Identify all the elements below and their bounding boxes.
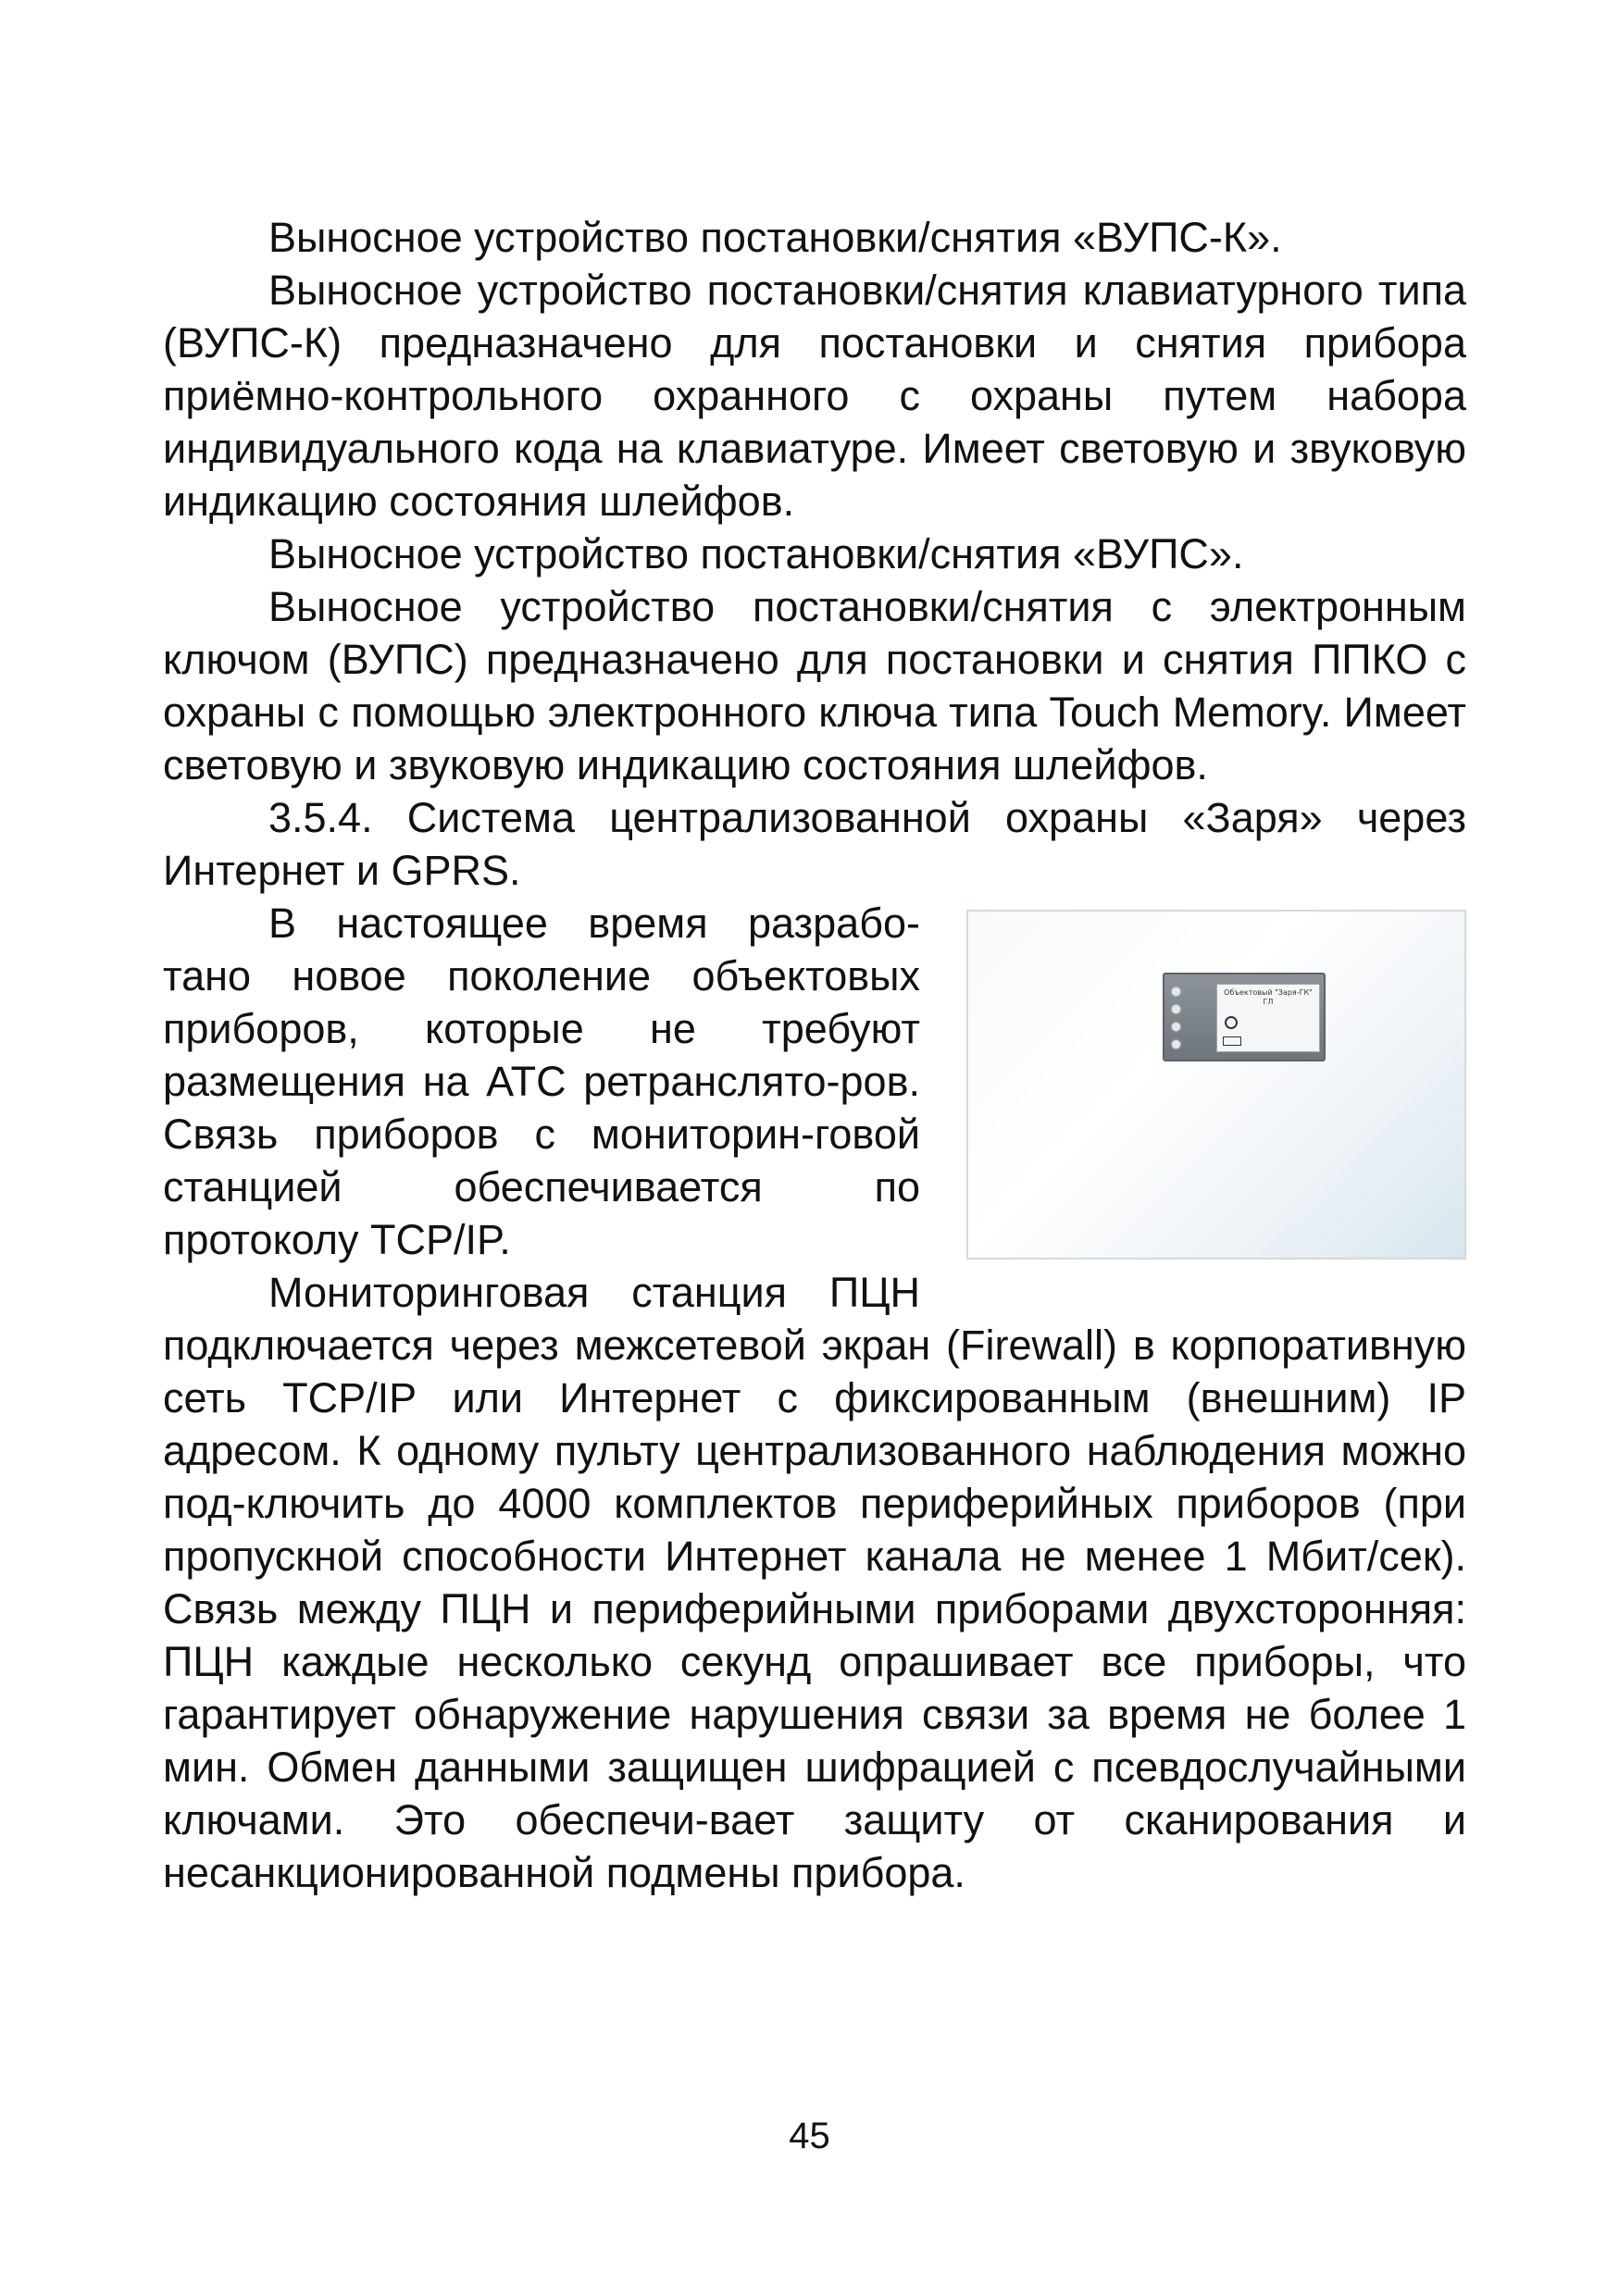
device-nameplate [1216, 984, 1320, 1052]
paragraph-monitoring-station: Мониторинговая станция ПЦН подключается через межсетевой экран (Firewall) в корпоративную сеть TCP/IP или Интернет с фиксированным (внешним) IP адресом. К одному пульту централизованного наблюдения можно под-ключить до 4000 комплектов периферийных приборов (при пропускной способности Интернет канала не менее 1 Мбит/сек). Связь между ПЦН и периферийными приборами двухсторонняя: ПЦН каждые несколько секунд опрашивает все приборы, что гарантирует обнаружение нарушения связи за время не более 1 мин. Обмен данными защищен шифрацией с псевдослучайными ключами. Это обеспечи-вает защиту от сканирования и несанкционированной подмены прибора. [163, 1269, 1466, 1896]
page-number: 45 [789, 2116, 830, 2156]
paragraph-vups-k-description: Выносное устройство постановки/снятия клавиатурного типа (ВУПС-К) предназначено для постановки и снятия прибора приёмно-контрольного охранного с охраны путем набора индивидуального кода на клавиатуре. Имеет световую и звуковую индикацию состояния шлейфов. [163, 267, 1466, 525]
heading-vups-k: Выносное устройство постановки/снятия «ВУПС-К». [268, 214, 1282, 261]
device-model-text: ГЛ [1263, 998, 1274, 1006]
device-logo-icon [1225, 1016, 1238, 1029]
heading-vups: Выносное устройство постановки/снятия «ВУПС». [268, 530, 1244, 577]
led-indicator [1172, 1040, 1180, 1049]
device-marking-icon [1223, 1036, 1241, 1046]
led-indicator [1172, 1023, 1180, 1031]
paragraph-vups-description: Выносное устройство постановки/снятия с электронным ключом (ВУПС) предназначено для постановки и снятия ППКО с охраны с помощью электронного ключа типа Touch Memory. Имеет световую и звуковую индикацию состояния шлейфов. [163, 583, 1466, 788]
device-front-panel [1163, 973, 1326, 1061]
indicator-leds [1172, 987, 1180, 1058]
section-heading-3-5-4: 3.5.4. Система централизованной охраны «Заря» через Интернет и GPRS. [163, 794, 1466, 894]
paragraph-new-generation: В настоящее время разрабо-тано новое поколение объектовых приборов, которые не требуют размещения на АТС ретранслято-ров. Связь приборов с мониторин-говой станцией обеспечивается по протоколу TCP/IP. [163, 900, 920, 1263]
page-body [163, 211, 1466, 1899]
led-indicator [1172, 1005, 1180, 1013]
led-indicator [1172, 987, 1180, 996]
device-nameplate-text: Объектовый "Заря-ГК" [1224, 988, 1313, 997]
device-photo [966, 910, 1466, 1260]
